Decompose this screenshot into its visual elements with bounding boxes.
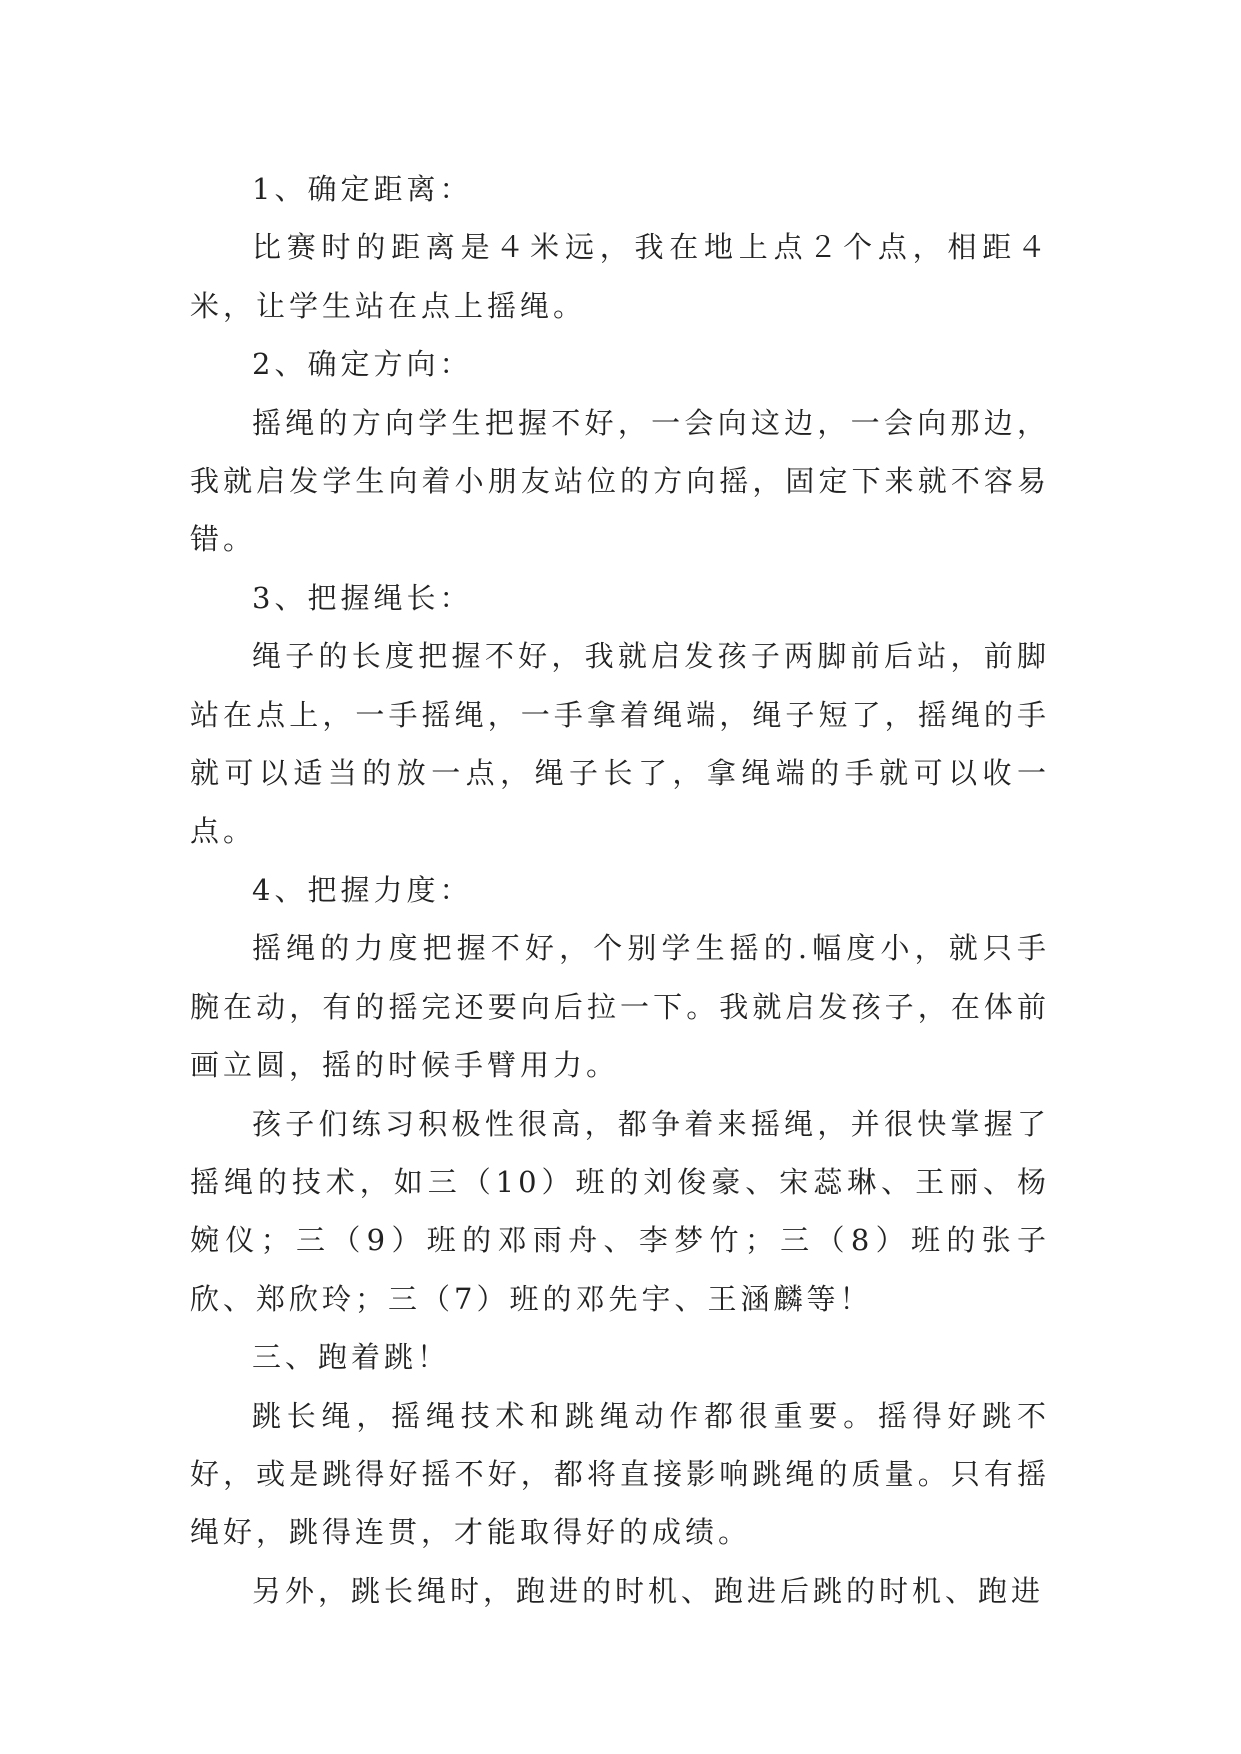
paragraph-timing: 另外，跳长绳时，跑进的时机、跑进后跳的时机、跑进: [252, 1573, 1045, 1608]
heading-rope-length: 3、把握绳长：: [252, 580, 473, 615]
document-body: [190, 160, 1050, 1620]
paragraph-students: 孩子们练习积极性很高，都争着来摇绳，并很快掌握了摇绳的技术，如三（10）班的刘俊豪、宋蕊琳、王丽、杨婉仪；三（9）班的邓雨舟、李梦竹；三（8）班的张子欣、郑欣玲；三（7）班的邓先宇、王涵麟等！: [190, 1106, 1050, 1316]
paragraph-direction: 摇绳的方向学生把握不好，一会向这边，一会向那边，我就启发学生向着小朋友站位的方向摇，固定下来就不容易错。: [190, 405, 1050, 557]
paragraph-force: 摇绳的力度把握不好，个别学生摇的.幅度小，就只手腕在动，有的摇完还要向后拉一下。我就启发孩子，在体前画立圆，摇的时候手臂用力。: [190, 931, 1050, 1083]
paragraph-long-rope: 跳长绳，摇绳技术和跳绳动作都很重要。摇得好跳不好，或是跳得好摇不好，都将直接影响跳绳的质量。只有摇绳好，跳得连贯，才能取得好的成绩。: [190, 1398, 1050, 1550]
paragraph-distance: 比赛时的距离是４米远，我在地上点２个点，相距４米，让学生站在点上摇绳。: [190, 230, 1050, 323]
heading-force: 4、把握力度：: [252, 872, 473, 907]
heading-determine-direction: 2、确定方向：: [252, 347, 473, 382]
paragraph-rope-length: 绳子的长度把握不好，我就启发孩子两脚前后站，前脚站在点上，一手摇绳，一手拿着绳端，绳子短了，摇绳的手就可以适当的放一点，绳子长了，拿绳端的手就可以收一点。: [190, 639, 1050, 849]
heading-determine-distance: 1、确定距离：: [252, 172, 473, 206]
heading-run-and-jump: 三、跑着跳！: [252, 1340, 451, 1375]
